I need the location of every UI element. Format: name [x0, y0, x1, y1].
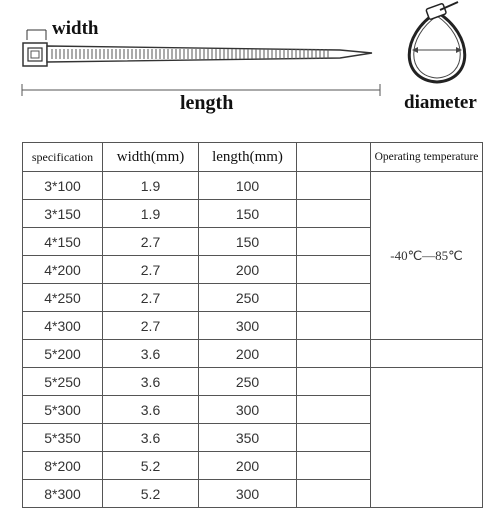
cell-length: 350	[199, 424, 297, 452]
cell-width: 2.7	[103, 256, 199, 284]
cell-width: 3.6	[103, 424, 199, 452]
cell-width: 5.2	[103, 480, 199, 508]
cell-specification: 3*100	[23, 172, 103, 200]
header-length: length(mm)	[199, 143, 297, 172]
cell-specification: 4*200	[23, 256, 103, 284]
cell-width: 3.6	[103, 340, 199, 368]
width-label: width	[52, 18, 99, 39]
cell-specification: 8*300	[23, 480, 103, 508]
cell-width: 2.7	[103, 312, 199, 340]
cell-temperature-blank	[371, 340, 483, 368]
cell-length: 200	[199, 340, 297, 368]
cell-width: 2.7	[103, 284, 199, 312]
cell-length: 150	[199, 228, 297, 256]
diameter-label: diameter	[404, 92, 477, 113]
cell-specification: 4*300	[23, 312, 103, 340]
cell-blank	[297, 396, 371, 424]
cell-blank	[297, 480, 371, 508]
cell-temperature-range: -40℃—85℃	[371, 172, 483, 340]
cell-blank	[297, 284, 371, 312]
cell-length: 100	[199, 172, 297, 200]
specification-table	[22, 142, 483, 508]
cell-blank	[297, 256, 371, 284]
header-blank	[297, 143, 371, 172]
cell-blank	[297, 200, 371, 228]
cell-blank	[297, 228, 371, 256]
cell-width: 2.7	[103, 228, 199, 256]
cell-length: 250	[199, 284, 297, 312]
length-label: length	[180, 92, 234, 114]
cell-width: 3.6	[103, 368, 199, 396]
cell-blank	[297, 368, 371, 396]
cell-width: 1.9	[103, 172, 199, 200]
cell-specification: 5*200	[23, 340, 103, 368]
cell-length: 300	[199, 396, 297, 424]
header-specification: specification	[23, 143, 103, 172]
cell-blank	[297, 424, 371, 452]
cell-blank	[297, 312, 371, 340]
table-row	[23, 368, 483, 396]
cell-blank	[297, 172, 371, 200]
cell-temperature-blank	[371, 368, 483, 508]
cell-specification: 5*300	[23, 396, 103, 424]
cell-blank	[297, 452, 371, 480]
table-header-row	[23, 143, 483, 172]
header-width: width(mm)	[103, 143, 199, 172]
header-operating-temperature: Operating temperature	[371, 143, 483, 172]
table-row	[23, 172, 483, 200]
cell-length: 300	[199, 312, 297, 340]
cell-blank	[297, 340, 371, 368]
cell-width: 3.6	[103, 396, 199, 424]
cell-specification: 4*150	[23, 228, 103, 256]
table-row	[23, 340, 483, 368]
cell-length: 250	[199, 368, 297, 396]
cell-length: 150	[199, 200, 297, 228]
cell-length: 300	[199, 480, 297, 508]
cell-specification: 8*200	[23, 452, 103, 480]
cell-length: 200	[199, 256, 297, 284]
cable-tie-diagram	[0, 0, 500, 140]
cell-width: 5.2	[103, 452, 199, 480]
cell-length: 200	[199, 452, 297, 480]
cell-width: 1.9	[103, 200, 199, 228]
cell-specification: 4*250	[23, 284, 103, 312]
cell-specification: 3*150	[23, 200, 103, 228]
cell-specification: 5*350	[23, 424, 103, 452]
cell-specification: 5*250	[23, 368, 103, 396]
